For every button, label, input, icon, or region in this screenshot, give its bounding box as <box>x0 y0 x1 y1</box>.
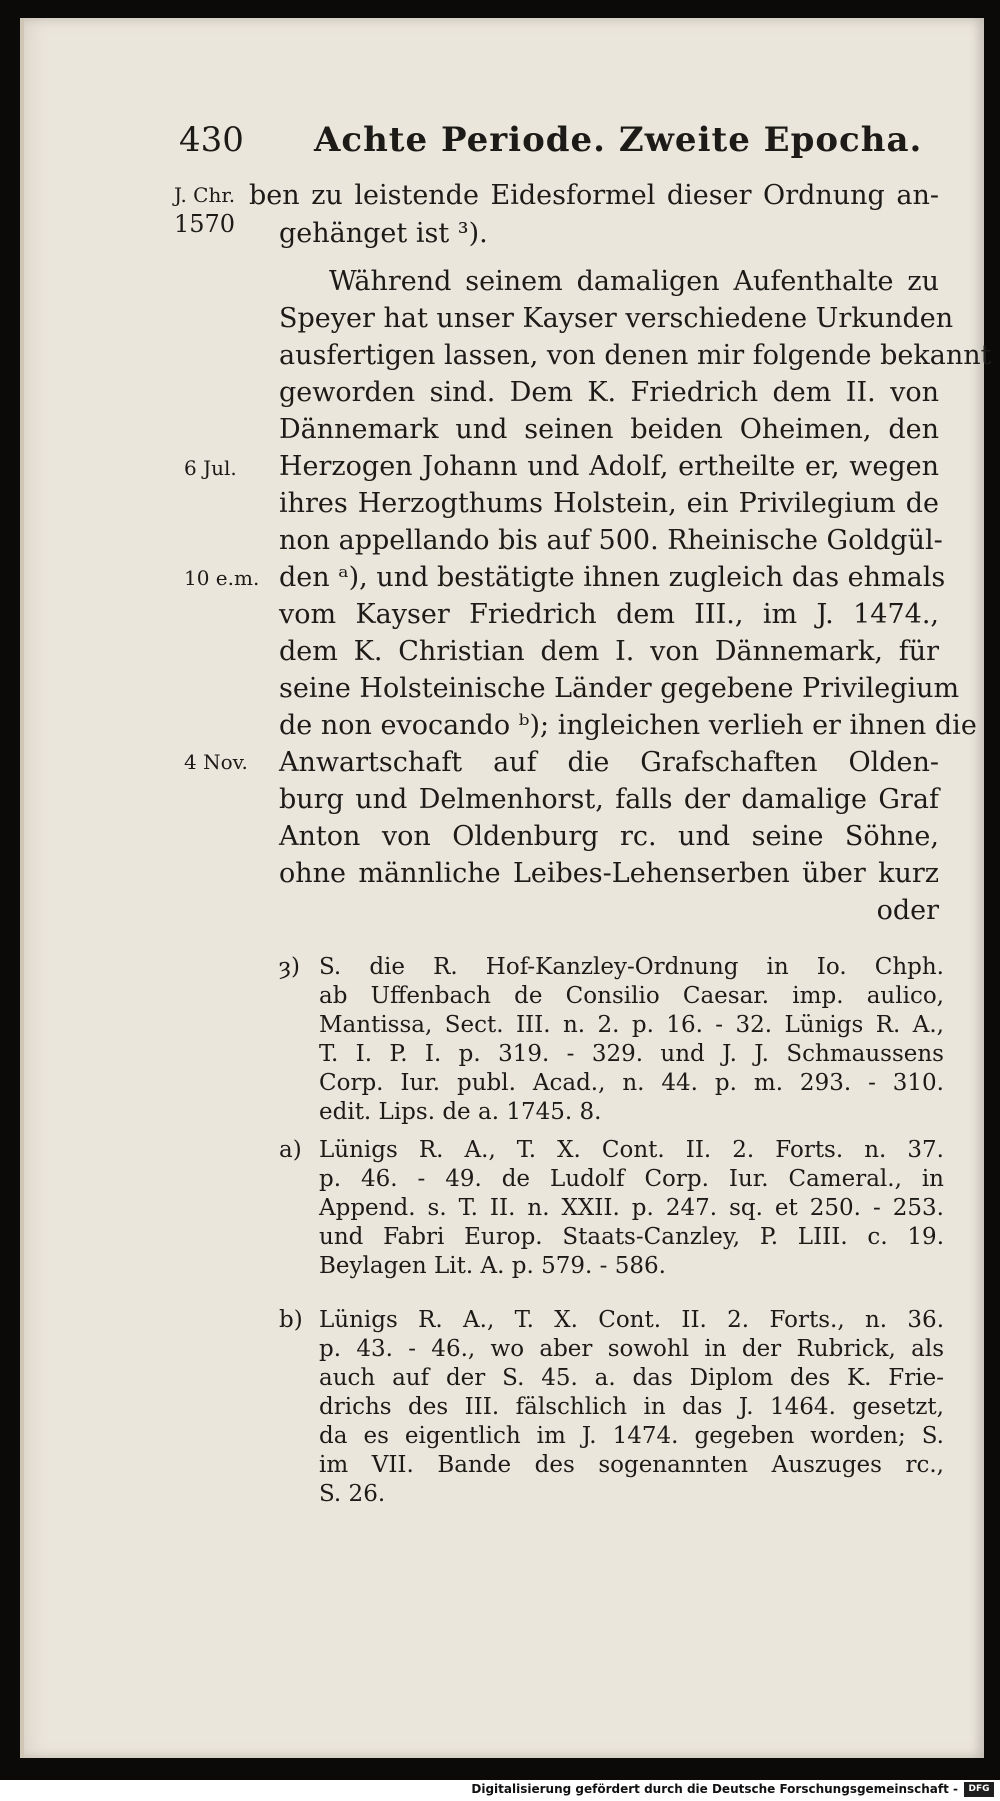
footnote-line: p. 43. - 46., wo aber sowohl in der Rubrick, als <box>319 1336 944 1362</box>
body-line: oder <box>876 895 939 926</box>
body-line: Speyer hat unser Kayser verschiedene Urkunden <box>279 303 954 334</box>
body-line: Dännemark und seinen beiden Oheimen, den <box>279 414 939 445</box>
footnote-line: auch auf der S. 45. a. das Diplom des K. Frie- <box>319 1365 944 1391</box>
body-line: dem K. Christian dem I. von Dännemark, für <box>279 636 939 667</box>
footnote-label: b) <box>279 1307 303 1333</box>
body-line: burg und Delmenhorst, falls der damalige Graf <box>279 784 939 815</box>
footnote-line: im VII. Bande des sogenannten Auszuges rc., <box>319 1452 944 1478</box>
footnote-line: Append. s. T. II. n. XXII. p. 247. sq. et 250. - 253. <box>319 1195 944 1221</box>
footnote-line: T. I. P. I. p. 319. - 329. und J. J. Schmaussens <box>319 1041 944 1067</box>
body-line: gehänget ist ³). <box>279 218 488 249</box>
dfg-logo-icon: DFG <box>964 1782 994 1797</box>
footer-credit: Digitalisierung gefördert durch die Deutsche Forschungsgemeinschaft - <box>471 1782 958 1796</box>
footnote-line: Lünigs R. A., T. X. Cont. II. 2. Forts., n. 36. <box>319 1307 944 1333</box>
footnote-b <box>279 1306 944 1509</box>
body-line: de non evocando ᵇ); ingleichen verlieh er ihnen die <box>279 710 977 741</box>
body-line: Anton von Oldenburg rc. und seine Söhne, <box>279 821 939 852</box>
footnote-a <box>279 1136 944 1281</box>
footnote-label: a) <box>279 1137 302 1163</box>
running-title: Achte Periode. Zweite Epocha. <box>314 120 923 160</box>
footnote-line: Lünigs R. A., T. X. Cont. II. 2. Forts. n. 37. <box>319 1137 944 1163</box>
body-line: Während seinem damaligen Aufenthalte zu <box>329 266 939 297</box>
footnote-line: und Fabri Europ. Staats-Canzley, P. LIII. c. 19. <box>319 1224 944 1250</box>
body-line: ben zu leistende Eidesformel dieser Ordnung an- <box>249 180 939 211</box>
footnote-line: ab Uffenbach de Consilio Caesar. imp. aulico, <box>319 983 944 1009</box>
body-line: ohne männliche Leibes-Lehenserben über kurz <box>279 858 939 889</box>
footnote-line: da es eigentlich im J. 1474. gegeben worden; S. <box>319 1423 944 1449</box>
margin-date-jul: 6 Jul. <box>184 456 237 480</box>
margin-date-tenth: 10 e.m. <box>184 566 260 590</box>
footnote-line: p. 46. - 49. de Ludolf Corp. Iur. Cameral., in <box>319 1166 944 1192</box>
footnote-line: Mantissa, Sect. III. n. 2. p. 16. - 32. Lünigs R. A., <box>319 1012 944 1038</box>
page-number: 430 <box>179 120 244 160</box>
footer-bar <box>0 1780 1000 1801</box>
body-line: ausfertigen lassen, von denen mir folgende bekannt <box>279 340 992 371</box>
footnote-line: Beylagen Lit. A. p. 579. - 586. <box>319 1253 666 1279</box>
footnote-3 <box>279 953 944 1127</box>
body-line: non appellando bis auf 500. Rheinische Goldgül- <box>279 525 943 556</box>
body-line: den ᵃ), und bestätigte ihnen zugleich das ehmals <box>279 562 946 593</box>
footnote-label: ȝ) <box>279 954 300 980</box>
book-page <box>20 18 992 1758</box>
body-line: geworden sind. Dem K. Friedrich dem II. von <box>279 377 939 408</box>
body-line: Anwartschaft auf die Grafschaften Olden- <box>279 747 939 778</box>
margin-year: 1570 <box>174 210 236 238</box>
body-line: Herzogen Johann und Adolf, ertheilte er, wegen <box>279 451 939 482</box>
body-line: seine Holsteinische Länder gegebene Privilegium <box>279 673 960 704</box>
margin-date-nov: 4 Nov. <box>184 750 248 774</box>
footnote-line: Corp. Iur. publ. Acad., n. 44. p. m. 293. - 310. <box>319 1070 944 1096</box>
footnote-line: drichs des III. fälschlich in das J. 1464. gesetzt, <box>319 1394 944 1420</box>
body-line: ihres Herzogthums Holstein, ein Privilegium de <box>279 488 939 519</box>
footnote-line: edit. Lips. de a. 1745. 8. <box>319 1099 602 1125</box>
body-line: vom Kayser Friedrich dem III., im J. 1474., <box>279 599 939 630</box>
margin-year-prefix: J. Chr. <box>174 183 236 207</box>
footnote-line: S. 26. <box>319 1481 386 1507</box>
footnote-line: S. die R. Hof-Kanzley-Ordnung in Io. Chph. <box>319 954 944 980</box>
